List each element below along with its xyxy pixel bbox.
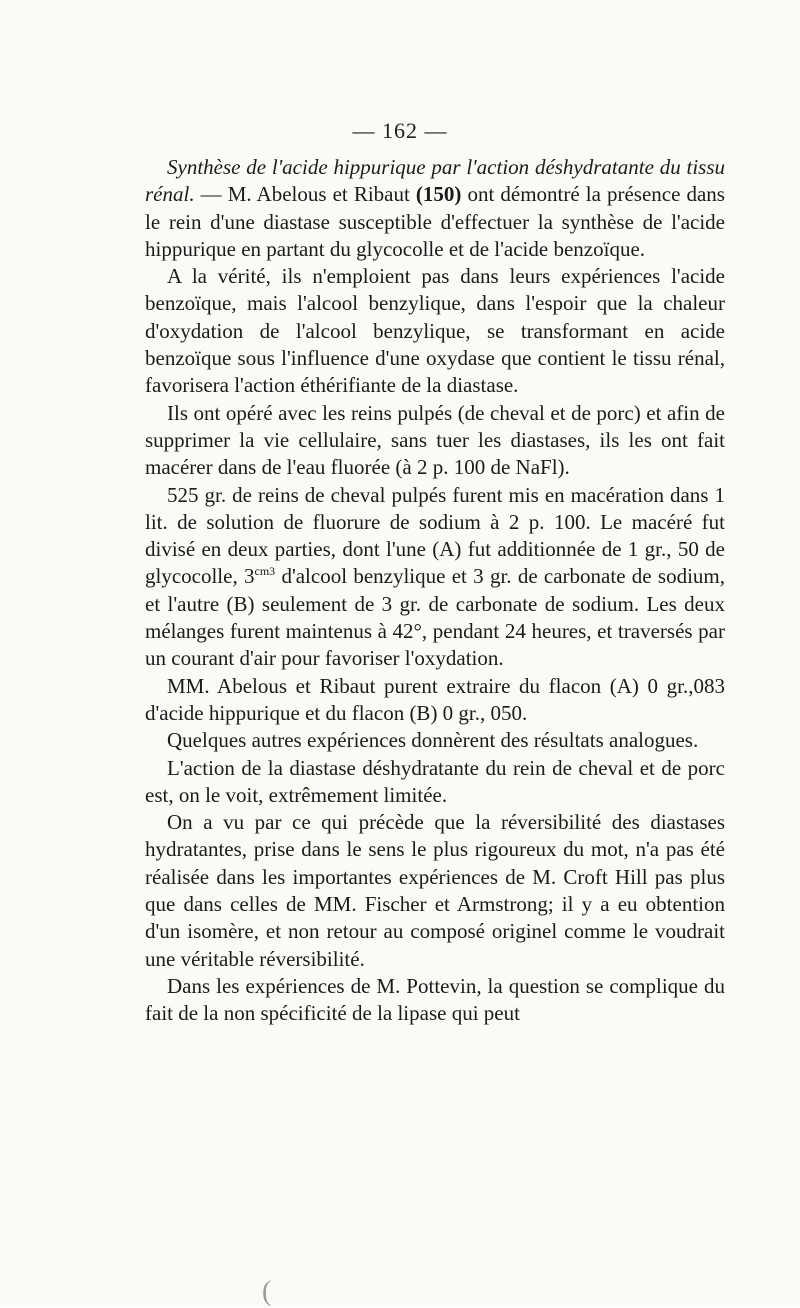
paragraph-2: A la vérité, ils n'emploient pas dans leurs expériences l'acide benzoïque, mais l'alcool benzylique, dans l'espoir que la chaleur d'oxydation de l'alcool benzylique, se transformant en acide benzoïque sous l'influence d'une oxydase que contient le tissu rénal, favorisera l'action éthérifiante de la diastase.	[145, 264, 725, 398]
paragraph-8: On a vu par ce qui précède que la réversibilité des diastases hydratantes, prise dans le sens le plus rigoureux du mot, n'a pas été réalisée dans les importantes expériences de M. Croft Hill pas plus que dans celles de MM. Fischer et Armstrong; il y a eu obtention d'un isomère, et non retour au composé originel comme le voudrait une véritable réversibilité.	[145, 810, 725, 971]
reference-number: (150)	[415, 182, 462, 207]
paragraph-9: Dans les expériences de M. Pottevin, la question se complique du fait de la non spécificité de la lipase qui peut	[145, 973, 725, 1026]
paragraph-7: L'action de la diastase déshydratante du rein de cheval et de porc est, on le voit, extrêmement limitée.	[145, 755, 725, 807]
paragraph-4-text-a: 525 gr. de reins de cheval pulpés furent mis en macération dans 1 lit. de solution de fluorure de sodium à 2 p. 100. Le macéré fut divisé en deux parties, dont l'une (A) fut additionnée de 1 gr., 50 de glycocolle, 3	[145, 482, 725, 589]
paragraph-1	[145, 154, 725, 263]
paragraph-3: Ils ont opéré avec les reins pulpés (de cheval et de porc) et afin de supprimer la vie cellulaire, sans tuer les diastases, ils les ont fait macérer dans de l'eau fluorée (à 2 p. 100 de NaFl).	[145, 400, 725, 480]
body-text	[145, 154, 725, 1028]
paragraph-1-body: ont démontré la présence dans le rein d'une diastase susceptible d'effectuer la synthèse de l'acide hippurique en partant du glycocolle et de l'acide benzoïque.	[145, 182, 725, 261]
section-title: Synthèse de l'acide hippurique par l'action déshydratante du tissu rénal.	[145, 155, 725, 207]
paragraph-6: Quelques autres expériences donnèrent des résultats analogues.	[167, 728, 699, 753]
cubic-centimeter-superscript: cm3	[254, 564, 276, 579]
paragraph-1-intro: — M. Abelous et Ribaut	[194, 182, 416, 207]
paragraph-4-text-b: d'alcool benzylique et 3 gr. de carbonate de sodium, et l'autre (B) seulement de 3 gr. de carbonate de sodium. Les deux mélanges furent maintenus à 42°, pendant 24 heures, et traversés par un courant d'air pour favoriser l'oxydation.	[145, 564, 725, 671]
stray-ink-mark: (	[262, 1276, 272, 1307]
page-number: — 162 —	[352, 118, 448, 143]
paragraph-5: MM. Abelous et Ribaut purent extraire du flacon (A) 0 gr.,083 d'acide hippurique et du flacon (B) 0 gr., 050.	[145, 673, 725, 725]
paragraph-4	[145, 482, 725, 673]
